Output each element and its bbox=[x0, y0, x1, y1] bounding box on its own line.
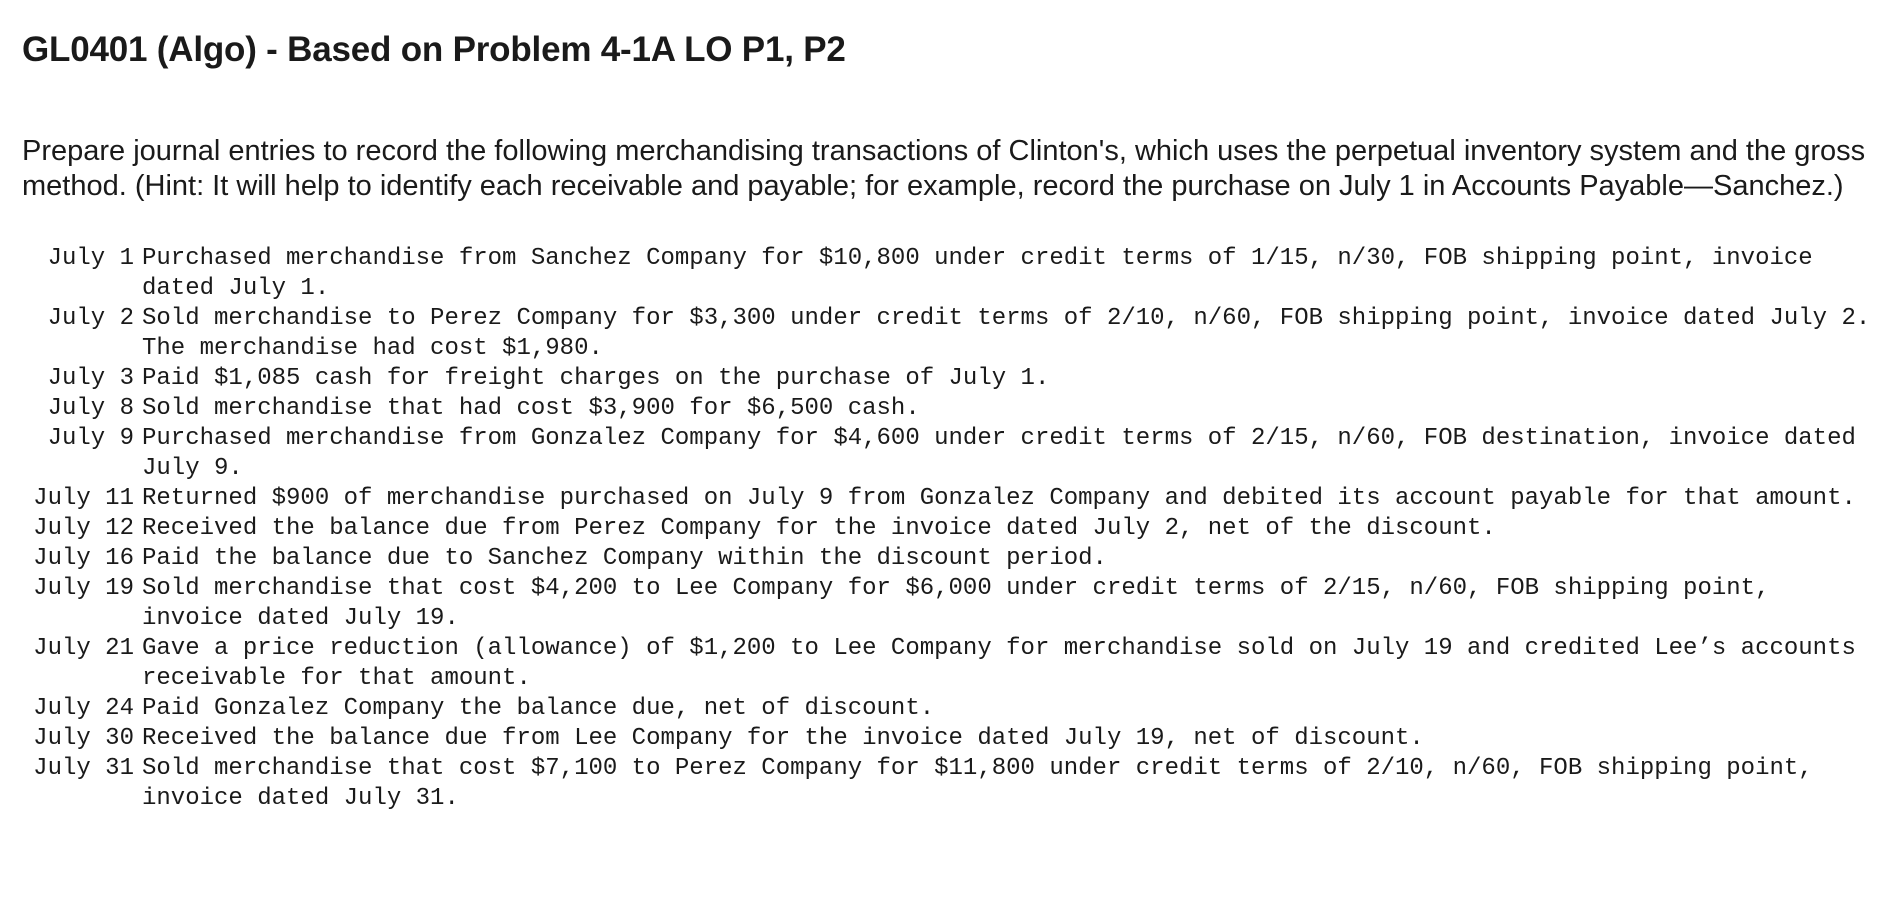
transaction-row bbox=[22, 364, 1882, 394]
problem-instructions: Prepare journal entries to record the following merchandising transactions of Clinton's, which uses the perpetual inventory system and the gross method. (Hint: It will help to identify each receivable and payable; for example, record the purchase on July 1 in Accounts Payable—Sanchez.) bbox=[22, 135, 1866, 202]
problem-page bbox=[22, 0, 1882, 814]
transaction-date: July 1 bbox=[47, 245, 134, 272]
transaction-description: Sold merchandise that had cost $3,900 for $6,500 cash. bbox=[142, 395, 920, 422]
transaction-row bbox=[22, 244, 1882, 304]
transaction-date: July 21 bbox=[33, 635, 134, 662]
transaction-row bbox=[22, 544, 1882, 574]
transaction-description: Paid the balance due to Sanchez Company within the discount period. bbox=[142, 545, 1107, 572]
transaction-row bbox=[22, 424, 1882, 484]
problem-title: GL0401 (Algo) - Based on Problem 4-1A LO P1, P2 bbox=[22, 30, 846, 69]
transaction-description: Received the balance due from Lee Company for the invoice dated July 19, net of discount. bbox=[142, 725, 1424, 752]
transaction-date: July 24 bbox=[33, 695, 134, 722]
transaction-date: July 2 bbox=[47, 305, 134, 332]
transaction-description: Paid $1,085 cash for freight charges on the purchase of July 1. bbox=[142, 365, 1050, 392]
transaction-date: July 31 bbox=[33, 755, 134, 782]
transaction-description: Gave a price reduction (allowance) of $1,200 to Lee Company for merchandise sold on July 19 and credited Lee’s accounts receivable for that amount. bbox=[142, 635, 1856, 692]
transaction-row bbox=[22, 754, 1882, 814]
transaction-description: Received the balance due from Perez Company for the invoice dated July 2, net of the discount. bbox=[142, 515, 1496, 542]
transaction-row bbox=[22, 394, 1882, 424]
transactions-list bbox=[22, 244, 1882, 814]
transaction-description: Sold merchandise to Perez Company for $3,300 under credit terms of 2/10, n/60, FOB shipping point, invoice dated July 2. The merchandise had cost $1,980. bbox=[142, 305, 1871, 362]
transaction-date: July 11 bbox=[33, 485, 134, 512]
transaction-date: July 16 bbox=[33, 545, 134, 572]
transaction-description: Sold merchandise that cost $7,100 to Perez Company for $11,800 under credit terms of 2/10, n/60, FOB shipping point, invoice dated July 31. bbox=[142, 755, 1813, 812]
transaction-row bbox=[22, 484, 1882, 514]
transaction-description: Paid Gonzalez Company the balance due, net of discount. bbox=[142, 695, 935, 722]
transaction-row bbox=[22, 634, 1882, 694]
transaction-date: July 3 bbox=[47, 365, 134, 392]
transaction-row bbox=[22, 514, 1882, 544]
transaction-row bbox=[22, 574, 1882, 634]
transaction-description: Purchased merchandise from Sanchez Company for $10,800 under credit terms of 1/15, n/30, FOB shipping point, invoice dated July 1. bbox=[142, 245, 1813, 302]
transactions-table bbox=[22, 244, 1882, 814]
transaction-date: July 30 bbox=[33, 725, 134, 752]
transaction-row bbox=[22, 724, 1882, 754]
transaction-date: July 19 bbox=[33, 575, 134, 602]
transaction-description: Returned $900 of merchandise purchased on July 9 from Gonzalez Company and debited its account payable for that amount. bbox=[142, 485, 1856, 512]
transaction-row bbox=[22, 694, 1882, 724]
transaction-date: July 9 bbox=[47, 425, 134, 452]
transaction-row bbox=[22, 304, 1882, 364]
transaction-description: Sold merchandise that cost $4,200 to Lee Company for $6,000 under credit terms of 2/15, n/60, FOB shipping point, invoice dated July 19. bbox=[142, 575, 1770, 632]
transaction-date: July 12 bbox=[33, 515, 134, 542]
transaction-date: July 8 bbox=[47, 395, 134, 422]
transaction-description: Purchased merchandise from Gonzalez Company for $4,600 under credit terms of 2/15, n/60, FOB destination, invoice dated July 9. bbox=[142, 425, 1856, 482]
